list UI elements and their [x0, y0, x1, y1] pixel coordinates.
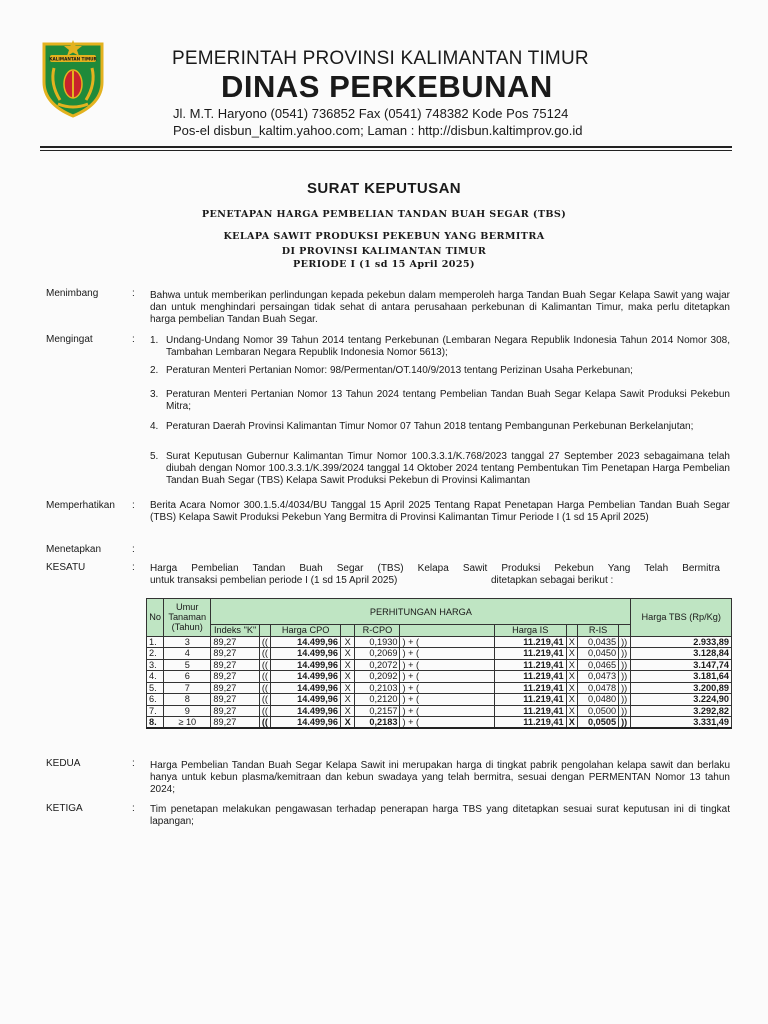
row-harga-is: 11.219,41 [494, 705, 566, 717]
kesatu-colon: : [132, 562, 135, 573]
header-perhitungan-harga: PERHITUNGAN HARGA [211, 599, 631, 625]
mengingat-item-1: Undang-Undang Nomor 39 Tahun 2014 tentang Perkebunan (Lembaran Negara Republik Indonesia Tahun 2014 Nomor 308, Tambahan Lembaran Negara Republik Indonesia Nomor 5613); [166, 335, 730, 358]
row-close-bracket: )) [619, 682, 631, 694]
letterhead-rule-thin [40, 150, 732, 151]
row-harga-is: 11.219,41 [494, 648, 566, 660]
row-close-bracket: )) [619, 717, 631, 729]
row-umur: 7 [164, 682, 211, 694]
ketiga-colon: : [132, 803, 135, 814]
row-r-cpo: 0,2157 [355, 705, 400, 717]
department-address: Jl. M.T. Haryono (0541) 736852 Fax (0541) 748382 Kode Pos 75124 [173, 106, 569, 121]
row-r-cpo: 0,2103 [355, 682, 400, 694]
table-row [147, 682, 732, 694]
row-indeks-k: 89,27 [211, 671, 260, 683]
memperhatikan-colon: : [132, 500, 135, 511]
table-row [147, 659, 732, 671]
row-times: X [341, 717, 355, 729]
row-plus: ) + ( [400, 705, 494, 717]
row-close-bracket: )) [619, 659, 631, 671]
row-times-2: X [566, 659, 577, 671]
row-r-cpo: 0,2120 [355, 694, 400, 706]
row-times: X [341, 636, 355, 648]
row-harga-tbs: 3.224,90 [631, 694, 732, 706]
row-r-is: 0,0500 [578, 705, 619, 717]
tbs-price-table [146, 598, 732, 729]
row-close-bracket: )) [619, 636, 631, 648]
mengingat-item-4: Peraturan Daerah Provinsi Kalimantan Timur Nomor 07 Tahun 2018 tentang Pembangunan Perkebunan Berkelanjutan; [166, 421, 694, 432]
row-plus: ) + ( [400, 717, 494, 729]
row-close-bracket: )) [619, 648, 631, 660]
row-r-cpo: 0,1930 [355, 636, 400, 648]
row-times-2: X [566, 705, 577, 717]
mengingat-colon: : [132, 334, 135, 345]
mengingat-item-3-number: 3. [150, 389, 159, 400]
kesatu-text-line-2: untuk transaksi pembelian periode I (1 sd 15 April 2025) [150, 575, 398, 586]
header-harga-tbs: Harga TBS (Rp/Kg) [631, 599, 732, 637]
row-no: 6. [147, 694, 164, 706]
row-no: 2. [147, 648, 164, 660]
header-harga-cpo: Harga CPO [271, 625, 341, 637]
row-no: 4. [147, 671, 164, 683]
row-times-2: X [566, 648, 577, 660]
row-umur: 8 [164, 694, 211, 706]
decree-subtitle-1: PENETAPAN HARGA PEMBELIAN TANDAN BUAH SEGAR (TBS) [201, 209, 567, 220]
row-harga-cpo: 14.499,96 [271, 682, 341, 694]
table-row [147, 648, 732, 660]
kedua-colon: : [132, 758, 135, 769]
row-umur: 3 [164, 636, 211, 648]
table-row [147, 717, 732, 729]
row-harga-cpo: 14.499,96 [271, 705, 341, 717]
header-r-cpo: R-CPO [355, 625, 400, 637]
row-r-is: 0,0450 [578, 648, 619, 660]
row-harga-is: 11.219,41 [494, 671, 566, 683]
row-umur: ≥ 10 [164, 717, 211, 729]
row-r-is: 0,0480 [578, 694, 619, 706]
menimbang-colon: : [132, 288, 135, 299]
row-times: X [341, 659, 355, 671]
kedua-label: KEDUA [46, 758, 81, 769]
row-r-cpo: 0,2069 [355, 648, 400, 660]
row-open-bracket: (( [259, 717, 270, 729]
row-plus: ) + ( [400, 671, 494, 683]
table-row [147, 636, 732, 648]
row-umur: 6 [164, 671, 211, 683]
row-harga-is: 11.219,41 [494, 694, 566, 706]
row-open-bracket: (( [259, 694, 270, 706]
row-harga-cpo: 14.499,96 [271, 648, 341, 660]
row-harga-cpo: 14.499,96 [271, 636, 341, 648]
mengingat-item-3: Peraturan Menteri Pertanian Nomor 13 Tahun 2024 tentang Pembelian Tandan Buah Segar Kelapa Sawit Produksi Pekebun Mitra; [166, 389, 730, 412]
row-no: 7. [147, 705, 164, 717]
row-no: 5. [147, 682, 164, 694]
row-indeks-k: 89,27 [211, 682, 260, 694]
row-r-is: 0,0478 [578, 682, 619, 694]
row-r-is: 0,0435 [578, 636, 619, 648]
row-plus: ) + ( [400, 659, 494, 671]
mengingat-item-5-number: 5. [150, 451, 159, 462]
row-indeks-k: 89,27 [211, 717, 260, 729]
decree-subtitle-4: PERIODE I (1 sd 15 April 2025) [293, 259, 475, 270]
row-harga-tbs: 2.933,89 [631, 636, 732, 648]
row-r-cpo: 0,2072 [355, 659, 400, 671]
menimbang-label: Menimbang [46, 288, 99, 299]
row-indeks-k: 89,27 [211, 636, 260, 648]
header-indeks-k: Indeks "K" [211, 625, 260, 637]
row-harga-cpo: 14.499,96 [271, 659, 341, 671]
row-harga-tbs: 3.331,49 [631, 717, 732, 729]
row-plus: ) + ( [400, 648, 494, 660]
row-harga-tbs: 3.181,64 [631, 671, 732, 683]
row-plus: ) + ( [400, 636, 494, 648]
department-name: DINAS PERKEBUNAN [221, 69, 553, 104]
row-indeks-k: 89,27 [211, 648, 260, 660]
row-times: X [341, 682, 355, 694]
row-times: X [341, 694, 355, 706]
ketiga-label: KETIGA [46, 803, 83, 814]
row-indeks-k: 89,27 [211, 659, 260, 671]
decree-title: SURAT KEPUTUSAN [306, 180, 462, 197]
decree-subtitle-3: DI PROVINSI KALIMANTAN TIMUR [281, 246, 487, 257]
menimbang-text: Bahwa untuk memberikan perlindungan kepada pekebun dalam memperoleh harga Tandan Buah Segar Kelapa Sawit yang wajar dan untuk menghindari persaingan tidak sehat di antara perusahaan perkebunan di Kalimantan Timur, maka perlu ditetapkan harga pembelian Tandan Buah Segar. [150, 290, 730, 325]
header-umur-tanaman: Umur Tanaman (Tahun) [164, 599, 211, 637]
table-row [147, 694, 732, 706]
row-umur: 4 [164, 648, 211, 660]
row-times: X [341, 671, 355, 683]
row-open-bracket: (( [259, 636, 270, 648]
kaltim-emblem-logo [40, 38, 106, 118]
row-harga-tbs: 3.200,89 [631, 682, 732, 694]
mengingat-item-1-number: 1. [150, 335, 159, 346]
row-harga-tbs: 3.292,82 [631, 705, 732, 717]
row-harga-is: 11.219,41 [494, 717, 566, 729]
decree-subtitle-2: KELAPA SAWIT PRODUKSI PEKEBUN YANG BERMITRA [223, 231, 545, 242]
department-contact: Pos-el disbun_kaltim.yahoo.com; Laman : http://disbun.kaltimprov.go.id [173, 123, 583, 138]
row-times-2: X [566, 694, 577, 706]
table-row [147, 705, 732, 717]
government-name: PEMERINTAH PROVINSI KALIMANTAN TIMUR [172, 48, 589, 69]
row-r-cpo: 0,2092 [355, 671, 400, 683]
row-r-cpo: 0,2183 [355, 717, 400, 729]
row-harga-cpo: 14.499,96 [271, 694, 341, 706]
menetapkan-label: Menetapkan [46, 544, 102, 555]
row-times-2: X [566, 717, 577, 729]
row-no: 3. [147, 659, 164, 671]
memperhatikan-label: Memperhatikan [46, 500, 115, 511]
row-harga-cpo: 14.499,96 [271, 671, 341, 683]
mengingat-label: Mengingat [46, 334, 93, 345]
kesatu-text-line-2-end: ditetapkan sebagai berikut : [491, 575, 614, 586]
row-times-2: X [566, 682, 577, 694]
row-times: X [341, 648, 355, 660]
row-plus: ) + ( [400, 682, 494, 694]
row-harga-cpo: 14.499,96 [271, 717, 341, 729]
row-plus: ) + ( [400, 694, 494, 706]
letterhead-rule-thick [40, 146, 732, 148]
row-open-bracket: (( [259, 682, 270, 694]
row-harga-is: 11.219,41 [494, 682, 566, 694]
row-open-bracket: (( [259, 705, 270, 717]
memperhatikan-text: Berita Acara Nomor 300.1.5.4/4034/BU Tanggal 15 April 2025 Tentang Rapat Penetapan Harga Pembelian Tandan Buah Segar (TBS) Kelapa Sawit Produksi Pekebun Yang Bermitra di Provinsi Kalimantan Timur Periode I (1 sd 15 April 2025) [150, 500, 730, 523]
row-r-is: 0,0465 [578, 659, 619, 671]
row-r-is: 0,0505 [578, 717, 619, 729]
row-umur: 9 [164, 705, 211, 717]
header-r-is: R-IS [578, 625, 619, 637]
row-indeks-k: 89,27 [211, 705, 260, 717]
table-row [147, 671, 732, 683]
row-harga-is: 11.219,41 [494, 636, 566, 648]
mengingat-item-2: Peraturan Menteri Pertanian Nomor: 98/Permentan/OT.140/9/2013 tentang Perizinan Usaha Perkebunan; [166, 365, 633, 376]
mengingat-item-4-number: 4. [150, 421, 159, 432]
row-close-bracket: )) [619, 671, 631, 683]
row-umur: 5 [164, 659, 211, 671]
ketiga-text: Tim penetapan melakukan pengawasan terhadap penerapan harga TBS yang ditetapkan sesuai surat keputusan ini di tingkat lapangan; [150, 804, 730, 827]
row-open-bracket: (( [259, 671, 270, 683]
row-open-bracket: (( [259, 659, 270, 671]
kedua-text: Harga Pembelian Tandan Buah Segar Kelapa Sawit ini merupakan harga di tingkat pabrik pengolahan kelapa sawit dan berlaku hanya untuk kebun plasma/kemitraan dan kebun swadaya yang telah bermitra, sesuai dengan PERMENTAN Nomor 13 tahun 2024; [150, 760, 730, 795]
row-times-2: X [566, 636, 577, 648]
row-times-2: X [566, 671, 577, 683]
row-close-bracket: )) [619, 705, 631, 717]
row-harga-tbs: 3.147,74 [631, 659, 732, 671]
row-r-is: 0,0473 [578, 671, 619, 683]
row-times: X [341, 705, 355, 717]
row-open-bracket: (( [259, 648, 270, 660]
row-no: 8. [147, 717, 164, 729]
row-harga-tbs: 3.128,84 [631, 648, 732, 660]
row-no: 1. [147, 636, 164, 648]
menetapkan-colon: : [132, 544, 135, 555]
svg-text:KALIMANTAN TIMUR: KALIMANTAN TIMUR [49, 56, 97, 62]
kesatu-label: KESATU [46, 562, 86, 573]
mengingat-item-2-number: 2. [150, 365, 159, 376]
row-close-bracket: )) [619, 694, 631, 706]
header-harga-is: Harga IS [494, 625, 566, 637]
kesatu-text-line-1: Harga Pembelian Tandan Buah Segar (TBS) Kelapa Sawit Produksi Pekebun Yang Telah Bermitra [150, 563, 720, 574]
mengingat-item-5: Surat Keputusan Gubernur Kalimantan Timur Nomor 100.3.3.1/K.768/2023 tanggal 27 September 2023 sebagaimana telah diubah dengan Nomor 100.3.3.1/K.399/2024 tanggal 14 Oktober 2024 tentang Pembentukan Tim Penetapan Harga Pembelian Tandan Buah Segar (TBS) Kelapa Sawit Produksi Pekebun di Provinsi Kalimantan [166, 451, 730, 486]
header-no: No [147, 599, 164, 637]
row-harga-is: 11.219,41 [494, 659, 566, 671]
row-indeks-k: 89,27 [211, 694, 260, 706]
